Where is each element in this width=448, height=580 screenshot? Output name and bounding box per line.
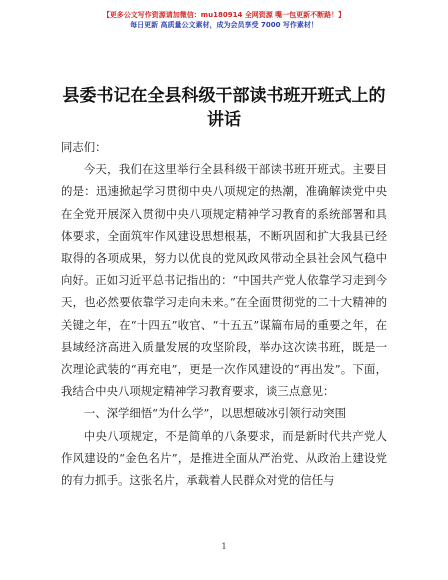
greeting: 同志们： <box>61 140 107 154</box>
document-body <box>61 136 387 491</box>
paragraph-intro: 今天，我们在这里举行全县科级干部读书班开班式。主要目的是：迅速掀起学习贯彻中央八项规定的热潮，准确解读党中央在全党开展深入贯彻中央八项规定精神学习教育的系统部署和具体要求，全面筑牢作风建设思想根基，不断巩固和扩大我县已经取得的各项成果，努力以优良的党风政风带动全县社会风气稳中向好。正如习近平总书记指出的：“中国共产党人依靠学习走到今天，也必然要依靠学习走向未来。”在全面贯彻党的二十大精神的关键之年，在“十四五”收官、“十五五”谋篇布局的重要之年，在县域经济高进入质量发展的攻坚阶段，举办这次读书班，既是一次理论武装的“再充电”，更是一次作风建设的“再出发”。下面，我结合中央八项规定精神学习教育要求，谈三点意见： <box>61 162 387 399</box>
page-number: 1 <box>221 542 227 551</box>
banner-line-promo: 【更多公文写作资源请加微信：mu180914 全网资源 嘴一包更新不断路！】 <box>102 11 346 19</box>
section-heading-1: 一、深学细悟“为什么学”，以思想破冰引领行动突围 <box>83 406 347 421</box>
header-banner <box>0 10 448 31</box>
banner-line-membership: 每日更新 高质量公文素材，成为会员享受 7000 写作素材！ <box>130 21 318 29</box>
document-title: 县委书记在全县科级干部读书班开班式上的讲话 <box>62 86 386 130</box>
paragraph-section-1: 中央八项规定，不是简单的八条要求，而是新时代共产党人作风建设的“金色名片”，是推进全面从严治党、从政治上建设党的有力抓手。这张名片，承载着人民群众对党的信任与 <box>61 428 387 488</box>
